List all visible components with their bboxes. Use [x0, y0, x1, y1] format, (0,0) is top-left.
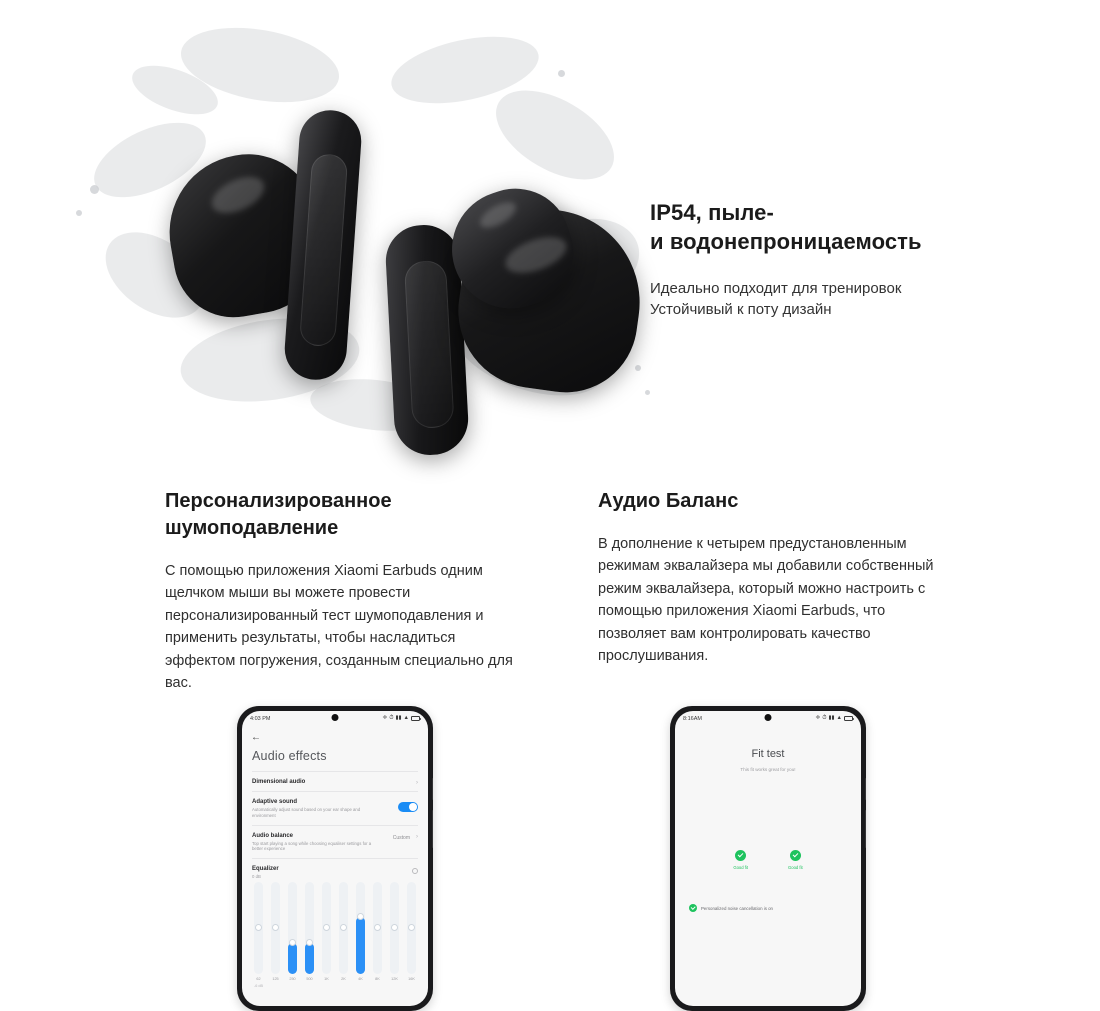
fit-test-subtitle: This fit works great for you!	[740, 767, 796, 772]
feature-body-audio-balance: В дополнение к четырем предустановленным режимам эквалайзера мы добавили собственный режим эквалайзера, который можно настроить с помощью приложения Xiaomi Earbuds, что позволяет вам контролировать качество прослушивания.	[598, 536, 934, 665]
equalizer-frequency-labels	[254, 977, 416, 981]
eq-band	[271, 882, 280, 974]
eq-band	[288, 882, 297, 974]
fit-result-left	[733, 850, 748, 870]
wifi-icon: ▲	[836, 714, 842, 721]
eq-freq-label: 2K	[341, 977, 346, 982]
setting-value: Custom	[392, 834, 410, 841]
setting-label: Dimensional audio	[252, 779, 306, 785]
phone-power-button	[865, 810, 866, 848]
check-icon	[689, 904, 697, 912]
chevron-right-icon: ›	[416, 780, 418, 786]
eq-band	[254, 882, 263, 974]
hero-title	[650, 198, 1050, 256]
feature-title-anc: Персонализированное шумоподавление	[165, 490, 392, 539]
status-icon-group	[383, 716, 420, 722]
phone-screen-fit-test	[675, 711, 861, 1006]
eq-freq-label: 4K	[358, 977, 363, 982]
eq-band	[356, 882, 365, 974]
status-time: 4:03 PM	[250, 715, 271, 722]
alarm-icon: ⏱	[389, 714, 394, 721]
status-bar	[242, 711, 428, 726]
phone-volume-button	[432, 778, 433, 800]
bluetooth-icon: ✛	[815, 714, 821, 721]
setting-row-audio-balance[interactable]	[252, 825, 418, 859]
back-icon[interactable]: ←	[251, 732, 261, 743]
eq-freq-label: 62	[256, 977, 261, 982]
fit-test-note-label: Personalized noise cancellation is on	[701, 905, 774, 911]
phone-mockup-fit-test	[670, 706, 866, 1011]
fit-test-title: Fit test	[751, 748, 785, 760]
adaptive-sound-toggle[interactable]	[398, 802, 418, 812]
hero-section	[0, 0, 1100, 470]
bluetooth-icon: ✛	[382, 714, 388, 721]
fit-result-label: Good fit	[788, 865, 803, 870]
battery-icon	[411, 716, 420, 721]
screen-title-audio-effects: Audio effects	[252, 749, 327, 763]
eq-freq-label: 500	[306, 977, 313, 982]
hero-subtitle-line-1: Идеально подходит для тренировок	[650, 280, 902, 298]
status-bar	[675, 711, 861, 726]
equalizer-db-bottom: -6 dB	[254, 984, 264, 989]
hero-subtitle-line-2: Устойчивый к поту дизайн	[650, 301, 832, 319]
eq-band	[407, 882, 416, 974]
eq-band	[305, 882, 314, 974]
status-time: 8:16AM	[683, 715, 702, 722]
setting-label: Adaptive sound	[252, 799, 298, 805]
eq-freq-label: 1K	[324, 977, 329, 982]
fit-test-results	[675, 850, 861, 870]
phone-power-button	[432, 810, 433, 848]
fit-test-note	[689, 904, 847, 912]
setting-row-dimensional-audio[interactable]	[252, 771, 418, 791]
equalizer-label: Equalizer	[252, 866, 279, 873]
eq-band	[339, 882, 348, 974]
hero-text-block	[650, 198, 1050, 321]
eq-band	[373, 882, 382, 974]
earbuds-water-splash-image	[60, 10, 660, 460]
hero-title-line-2: и водонепроницаемость	[650, 229, 922, 255]
setting-description: Automatically adjust sound based on your ear shape and environment	[252, 807, 361, 818]
eq-band	[322, 882, 331, 974]
eq-freq-label: 12K	[391, 977, 398, 982]
equalizer-sliders[interactable]	[254, 882, 416, 974]
check-icon	[735, 850, 746, 861]
eq-freq-label: 125	[272, 977, 279, 982]
feature-column-audio-balance	[598, 488, 950, 668]
phone-screen-audio-effects	[242, 711, 428, 1006]
phone-mockup-audio-effects	[237, 706, 433, 1011]
hero-title-line-1: IP54, пыле-	[650, 200, 774, 225]
fit-result-label: Good fit	[733, 865, 748, 870]
front-camera-icon	[332, 714, 339, 721]
equalizer-header	[252, 858, 418, 879]
wifi-icon: ▲	[403, 714, 409, 721]
hero-subtitle	[650, 278, 1050, 321]
alarm-icon: ⏱	[822, 714, 827, 721]
feature-body-anc: С помощью приложения Xiaomi Earbuds одним щелчком мыши вы можете провести персонализированный тест шумоподавления и применить результаты, чтобы насладиться эффектом погружения, созданным специально для вас.	[165, 563, 513, 692]
eq-freq-label: 16K	[408, 977, 415, 982]
equalizer-db-top: 0 dB	[252, 874, 261, 880]
setting-description: Top start playing a song while choosing equaliser settings for a better experience	[252, 840, 372, 852]
signal-icon: ▮▮	[828, 714, 835, 721]
eq-freq-label: 8K	[375, 977, 380, 982]
status-icon-group	[816, 716, 853, 722]
feature-column-anc	[165, 488, 515, 695]
check-icon	[790, 850, 801, 861]
front-camera-icon	[765, 714, 772, 721]
setting-label: Audio balance	[252, 832, 294, 839]
feature-title-audio-balance: Аудио Баланс	[598, 490, 739, 512]
phone-volume-button	[865, 778, 866, 800]
eq-freq-label: 250	[289, 977, 296, 982]
setting-row-adaptive-sound[interactable]	[252, 791, 418, 825]
battery-icon	[844, 716, 853, 721]
chevron-right-icon: ›	[416, 833, 418, 840]
eq-band	[390, 882, 399, 974]
fit-result-right	[788, 850, 803, 870]
signal-icon: ▮▮	[395, 714, 402, 721]
